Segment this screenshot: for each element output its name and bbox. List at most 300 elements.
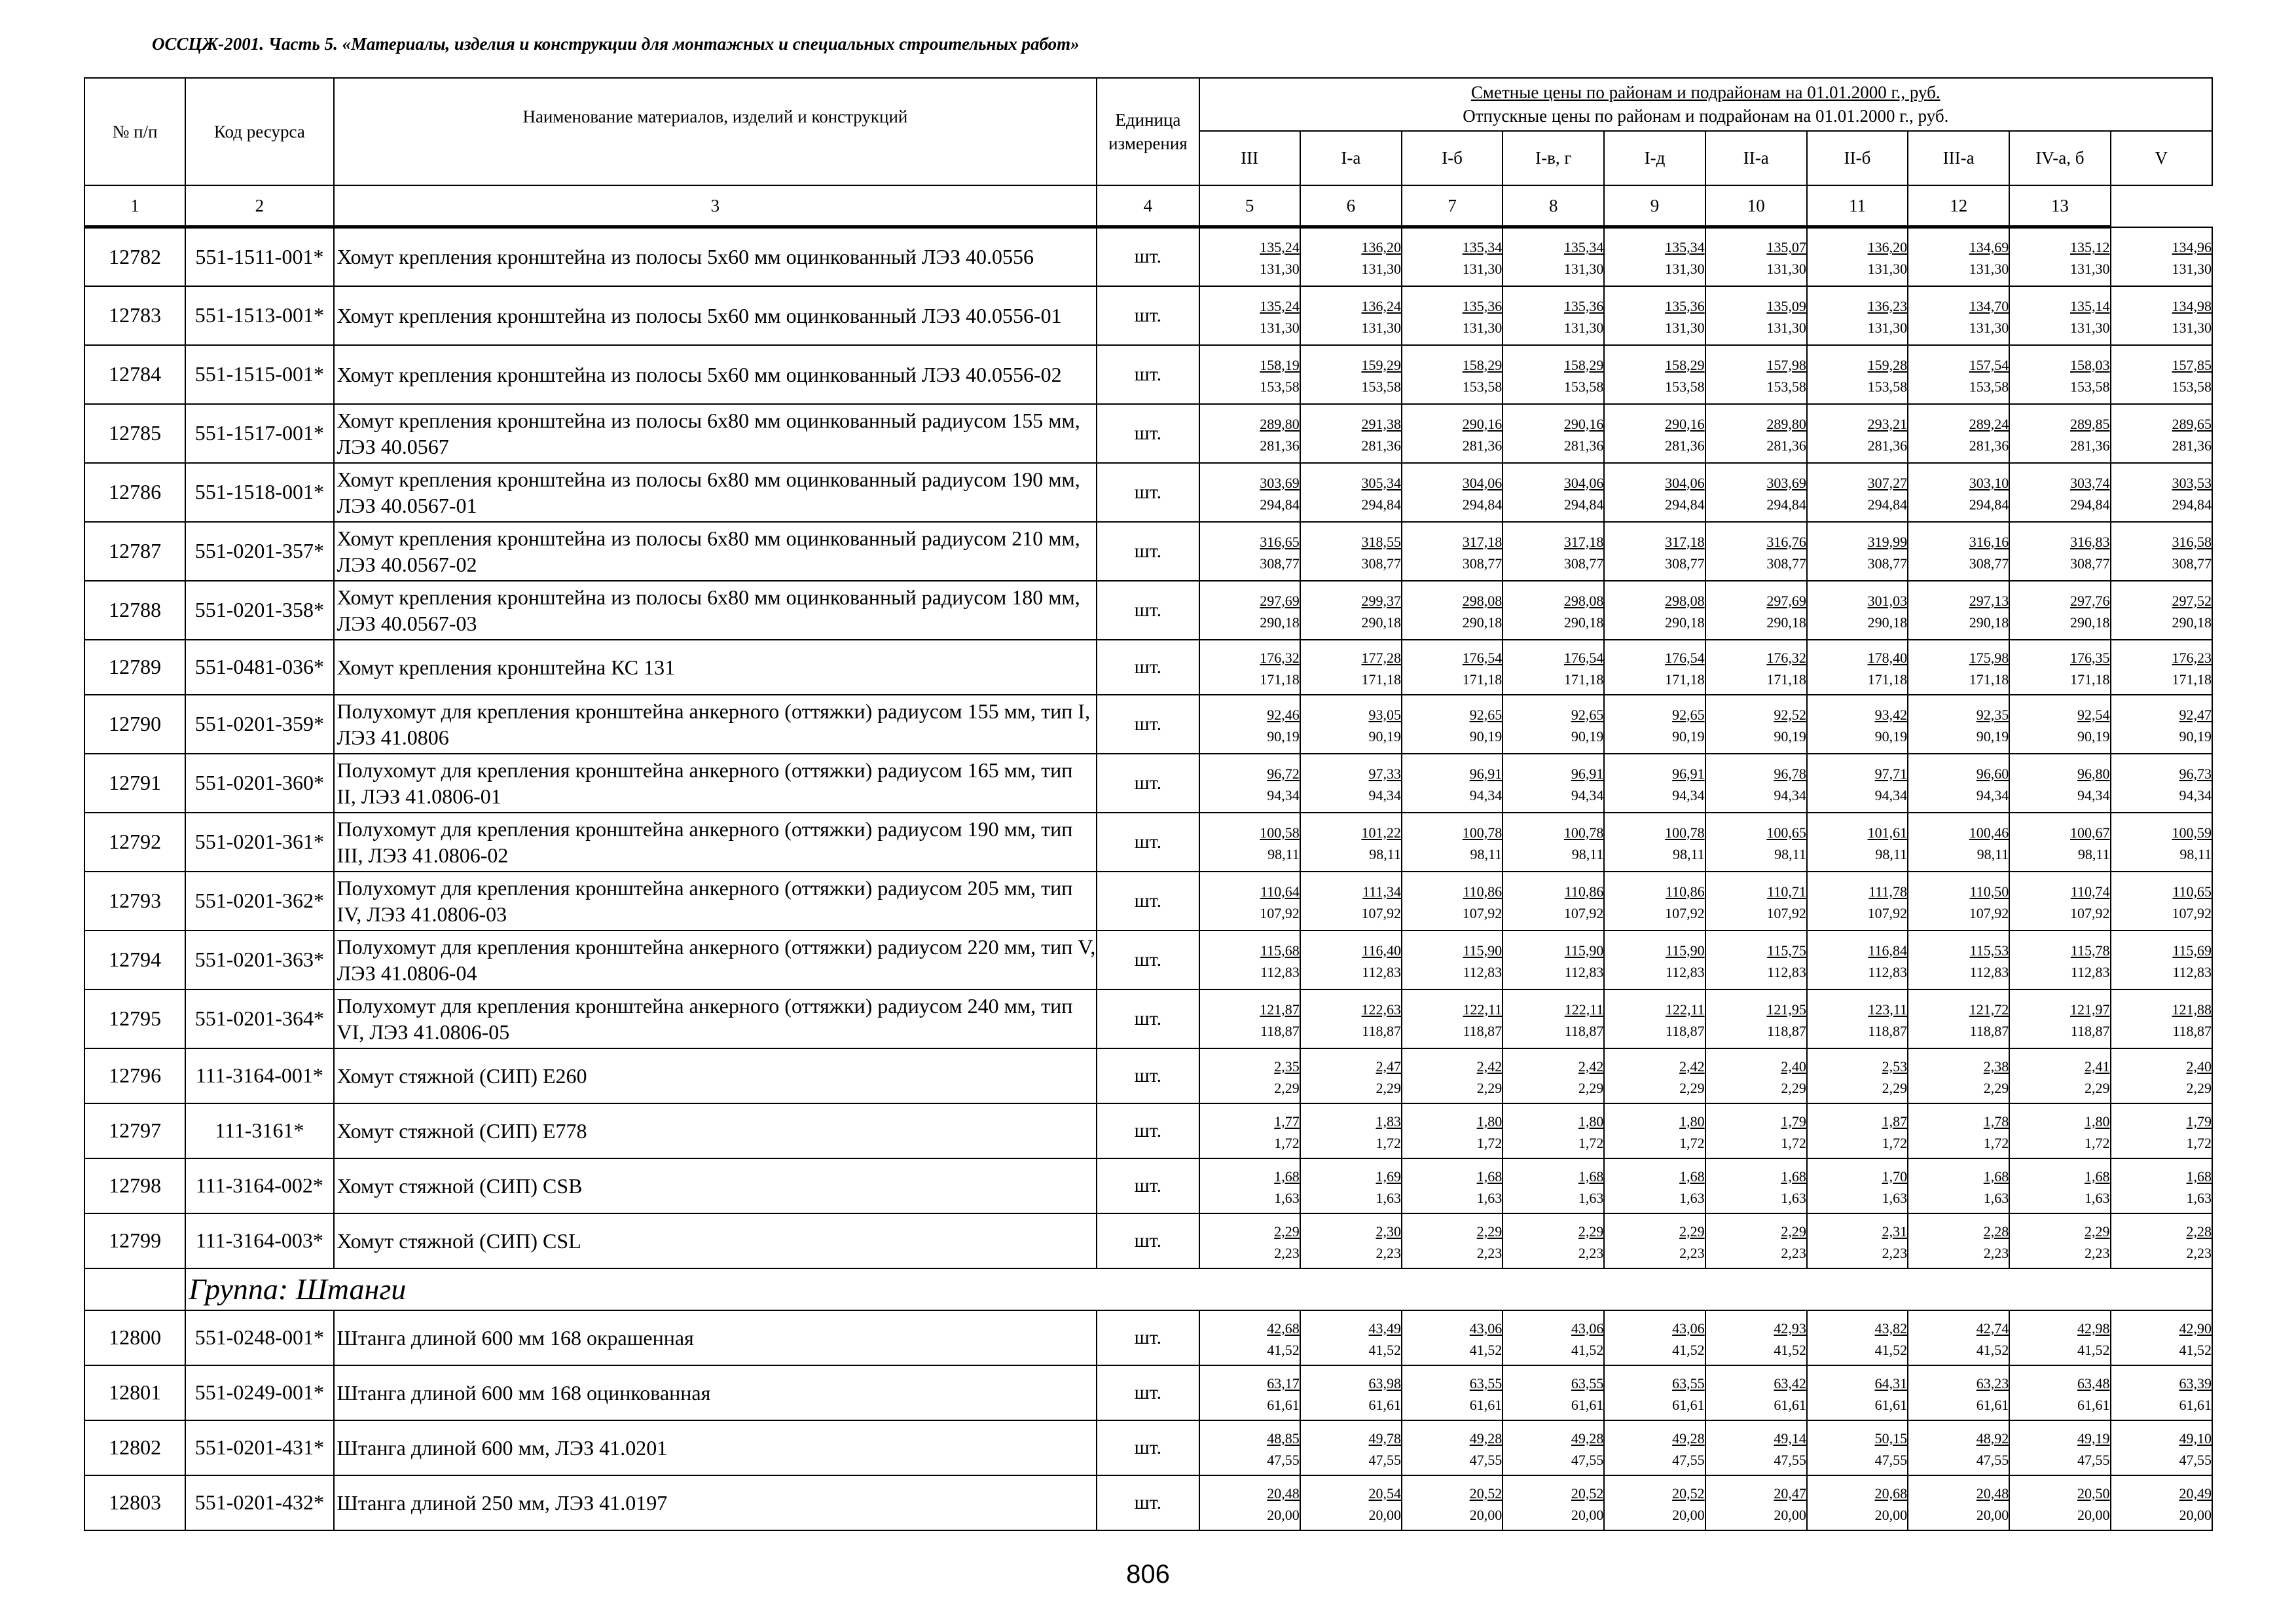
release-price: 112,83 [1463, 963, 1503, 980]
table-row [84, 1475, 2212, 1530]
table-row [84, 404, 2212, 463]
estimate-price: 63,39 [2179, 1375, 2212, 1392]
estimate-price: 135,24 [1260, 297, 1300, 314]
unit-of-measure: шт. [1097, 640, 1199, 695]
estimate-price: 2,42 [1476, 1058, 1503, 1075]
release-price: 1,63 [1376, 1189, 1401, 1206]
estimate-price: 115,68 [1260, 942, 1300, 959]
release-price: 1,63 [1578, 1189, 1604, 1206]
price-cell [1604, 522, 1705, 581]
price-cell [1705, 931, 1807, 989]
item-name: Хомут крепления кронштейна из полосы 6х80 мм оцинкованный радиусом 210 мм, ЛЭЗ 40.0567-02 [334, 522, 1097, 581]
release-price: 61,61 [1469, 1396, 1503, 1413]
price-cell [1503, 989, 1604, 1048]
estimate-price: 2,28 [2186, 1223, 2212, 1240]
price-cell [1300, 1103, 1402, 1158]
release-price: 107,92 [1462, 904, 1503, 921]
estimate-price: 92,46 [1267, 706, 1300, 723]
price-cell [1807, 989, 1908, 1048]
price-cell [2009, 522, 2110, 581]
release-price: 47,55 [1267, 1451, 1300, 1468]
estimate-price: 1,79 [1781, 1113, 1806, 1130]
price-cell [1807, 522, 1908, 581]
estimate-price: 101,61 [1867, 824, 1908, 841]
item-name: Хомут стяжной (СИП) CSL [334, 1213, 1097, 1268]
release-price: 2,29 [2186, 1079, 2212, 1096]
release-price: 2,23 [2085, 1244, 2110, 1261]
estimate-price: 289,85 [2070, 415, 2110, 432]
price-cell [1705, 227, 1807, 286]
price-cell [1402, 286, 1503, 345]
price-cell [1705, 640, 1807, 695]
table-row [84, 754, 2212, 813]
price-cell [1402, 872, 1503, 931]
estimate-price: 43,06 [1672, 1320, 1705, 1337]
price-cell [1908, 813, 2009, 872]
price-cell [1199, 813, 1300, 872]
release-price: 118,87 [1564, 1022, 1604, 1039]
estimate-price: 1,80 [2085, 1113, 2110, 1130]
release-price: 294,84 [1260, 496, 1300, 513]
estimate-price: 115,78 [2070, 942, 2110, 959]
release-price: 294,84 [1361, 496, 1401, 513]
estimate-price: 298,08 [1462, 592, 1503, 609]
price-cell [1300, 1475, 1402, 1530]
estimate-price: 298,08 [1563, 592, 1604, 609]
estimate-price: 122,11 [1463, 1001, 1503, 1018]
price-cell [1705, 345, 1807, 404]
release-price: 118,87 [1362, 1022, 1401, 1039]
estimate-price: 307,27 [1867, 474, 1908, 491]
release-price: 153,58 [1969, 378, 2009, 395]
estimate-price: 136,23 [1867, 297, 1908, 314]
release-price: 131,30 [2070, 261, 2110, 278]
price-cell [2009, 1365, 2110, 1420]
estimate-price: 158,29 [1462, 356, 1503, 373]
col-header-region: I-в, г [1503, 131, 1604, 185]
table-row [84, 1158, 2212, 1213]
unit-of-measure: шт. [1097, 1475, 1199, 1530]
estimate-price: 63,17 [1267, 1375, 1300, 1392]
release-price: 1,72 [2085, 1134, 2110, 1151]
unit-of-measure: шт. [1097, 813, 1199, 872]
col-index: 13 [2009, 185, 2110, 227]
estimate-price: 176,35 [2070, 649, 2110, 666]
price-cell [1503, 931, 1604, 989]
estimate-price: 64,31 [1874, 1375, 1908, 1392]
col-index: 1 [84, 185, 185, 227]
price-cell [2009, 695, 2110, 754]
group-empty-cell [84, 1268, 185, 1310]
unit-of-measure: шт. [1097, 404, 1199, 463]
estimate-price: 121,72 [1969, 1001, 2009, 1018]
release-price: 1,63 [1476, 1189, 1503, 1206]
release-price: 98,11 [1267, 845, 1300, 862]
price-cell [1807, 345, 1908, 404]
estimate-price: 2,35 [1274, 1058, 1300, 1075]
estimate-price: 1,70 [1882, 1168, 1908, 1185]
table-row [84, 872, 2212, 931]
release-price: 20,00 [1774, 1506, 1806, 1523]
col-header-region: I-б [1402, 131, 1503, 185]
row-number: 12784 [84, 345, 185, 404]
price-cell [1199, 227, 1300, 286]
price-cell [1908, 931, 2009, 989]
price-cell [1705, 1310, 1807, 1365]
release-price: 2,29 [1781, 1079, 1806, 1096]
row-number: 12793 [84, 872, 185, 931]
price-cell [1807, 695, 1908, 754]
resource-code: 111-3161* [185, 1103, 333, 1158]
estimate-price: 97,71 [1874, 765, 1908, 782]
estimate-price: 1,68 [1274, 1168, 1300, 1185]
release-price: 171,18 [1969, 671, 2009, 688]
table-row [84, 1310, 2212, 1365]
estimate-price: 134,96 [2172, 238, 2212, 255]
estimate-price: 122,11 [1665, 1001, 1705, 1018]
release-price: 90,19 [1267, 728, 1300, 745]
release-price: 61,61 [1368, 1396, 1401, 1413]
estimate-price: 93,05 [1368, 706, 1401, 723]
release-price: 2,23 [1781, 1244, 1806, 1261]
item-name: Хомут крепления кронштейна из полосы 5х60 мм оцинкованный ЛЭЗ 40.0556 [334, 227, 1097, 286]
unit-of-measure: шт. [1097, 754, 1199, 813]
release-price: 1,72 [1376, 1134, 1401, 1151]
resource-code: 551-0201-357* [185, 522, 333, 581]
price-cell [1604, 1475, 1705, 1530]
release-price: 94,34 [2077, 786, 2110, 803]
release-price: 281,36 [1361, 437, 1401, 454]
release-price: 281,36 [1665, 437, 1705, 454]
estimate-price: 316,16 [1969, 533, 2009, 550]
estimate-price: 115,90 [1564, 942, 1604, 959]
row-number: 12789 [84, 640, 185, 695]
estimate-price: 20,50 [2077, 1485, 2110, 1502]
release-price: 131,30 [1462, 261, 1503, 278]
price-cell [1503, 754, 1604, 813]
resource-code: 551-0201-363* [185, 931, 333, 989]
table-row [84, 345, 2212, 404]
table-row [84, 813, 2212, 872]
estimate-price: 49,78 [1368, 1430, 1401, 1447]
price-cell [1908, 522, 2009, 581]
estimate-price: 63,98 [1368, 1375, 1401, 1392]
release-price: 94,34 [1774, 786, 1806, 803]
release-price: 98,11 [1369, 845, 1401, 862]
group-title: Группа: Штанги [185, 1268, 2212, 1310]
price-cell [1705, 989, 1807, 1048]
release-price: 112,83 [1260, 963, 1300, 980]
release-price: 112,83 [1767, 963, 1806, 980]
release-price: 94,34 [1469, 786, 1503, 803]
release-price: 41,52 [1874, 1341, 1908, 1358]
estimate-price: 157,54 [1969, 356, 2009, 373]
estimate-price: 97,33 [1368, 765, 1401, 782]
resource-code: 551-1513-001* [185, 286, 333, 345]
release-price: 61,61 [1774, 1396, 1806, 1413]
estimate-price: 2,38 [1983, 1058, 2009, 1075]
estimate-price: 1,68 [1679, 1168, 1705, 1185]
estimate-price: 2,40 [1781, 1058, 1806, 1075]
price-cell [2111, 931, 2213, 989]
estimate-price: 2,29 [1476, 1223, 1503, 1240]
release-price: 61,61 [2179, 1396, 2212, 1413]
price-cell [1199, 1475, 1300, 1530]
release-price: 90,19 [1672, 728, 1705, 745]
release-price: 98,11 [2077, 845, 2110, 862]
estimate-price: 2,41 [2085, 1058, 2110, 1075]
estimate-price: 110,86 [1665, 883, 1705, 900]
release-price: 281,36 [1969, 437, 2009, 454]
estimate-price: 121,97 [2070, 1001, 2110, 1018]
price-cell [2111, 1475, 2213, 1530]
estimate-price: 135,36 [1665, 297, 1705, 314]
release-price: 294,84 [2172, 496, 2212, 513]
prices-release-label: Отпускные цены по районам и подрайонам на 01.01.2000 г., руб. [1463, 106, 1949, 126]
price-cell [2111, 640, 2213, 695]
estimate-price: 158,19 [1260, 356, 1300, 373]
price-cell [2111, 989, 2213, 1048]
table-row [84, 1048, 2212, 1103]
estimate-price: 134,69 [1969, 239, 2009, 256]
estimate-price: 290,16 [1563, 415, 1604, 432]
estimate-price: 304,06 [1665, 474, 1705, 491]
unit-of-measure: шт. [1097, 931, 1199, 989]
price-cell [1807, 872, 1908, 931]
release-price: 107,92 [2172, 904, 2212, 921]
unit-of-measure: шт. [1097, 695, 1199, 754]
release-price: 41,52 [1672, 1341, 1705, 1358]
estimate-price: 298,08 [1665, 592, 1705, 609]
release-price: 94,34 [1571, 786, 1604, 803]
row-number: 12782 [84, 227, 185, 286]
estimate-price: 110,74 [2070, 883, 2110, 900]
release-price: 1,72 [2186, 1134, 2212, 1151]
price-cell [1300, 1365, 1402, 1420]
release-price: 98,11 [2179, 845, 2212, 862]
release-price: 131,30 [1969, 319, 2009, 336]
price-cell [1908, 1420, 2009, 1475]
col-index: 7 [1402, 185, 1503, 227]
estimate-price: 176,54 [1665, 649, 1705, 666]
release-price: 112,83 [2172, 963, 2212, 980]
unit-of-measure: шт. [1097, 345, 1199, 404]
resource-code: 551-0481-036* [185, 640, 333, 695]
price-cell [1908, 286, 2009, 345]
estimate-price: 297,76 [2070, 592, 2110, 609]
release-price: 308,77 [1766, 555, 1806, 572]
price-cell [1503, 463, 1604, 522]
price-cell [1199, 1365, 1300, 1420]
item-name: Хомут стяжной (СИП) CSB [334, 1158, 1097, 1213]
table-body [84, 227, 2212, 1530]
price-cell [1908, 404, 2009, 463]
col-index: 6 [1300, 185, 1402, 227]
table-row [84, 463, 2212, 522]
estimate-price: 289,80 [1766, 415, 1806, 432]
release-price: 131,30 [1563, 319, 1604, 336]
unit-of-measure: шт. [1097, 1048, 1199, 1103]
price-cell [1402, 1475, 1503, 1530]
release-price: 290,18 [1462, 614, 1503, 631]
price-cell [2009, 227, 2110, 286]
price-cell [2009, 872, 2110, 931]
col-header-region: III-а [1908, 131, 2009, 185]
item-name: Хомут крепления кронштейна из полосы 6х80 мм оцинкованный радиусом 180 мм, ЛЭЗ 40.0567-03 [334, 581, 1097, 640]
row-number: 12800 [84, 1310, 185, 1365]
estimate-price: 290,16 [1665, 415, 1705, 432]
estimate-price: 157,85 [2172, 356, 2212, 373]
release-price: 61,61 [1267, 1396, 1300, 1413]
release-price: 61,61 [1672, 1396, 1705, 1413]
release-price: 1,63 [1882, 1189, 1908, 1206]
estimate-price: 136,24 [1361, 297, 1401, 314]
col-header-name: Наименование материалов, изделий и конструкций [334, 78, 1097, 185]
estimate-price: 297,13 [1969, 592, 2009, 609]
estimate-price: 158,03 [2070, 356, 2110, 373]
price-cell [2009, 1213, 2110, 1268]
estimate-price: 20,49 [2179, 1485, 2212, 1502]
estimate-price: 134,70 [1969, 297, 2009, 314]
price-cell [2111, 463, 2213, 522]
release-price: 131,30 [1867, 319, 1908, 336]
price-cell [2111, 1420, 2213, 1475]
estimate-price: 177,28 [1361, 649, 1401, 666]
price-cell [1300, 286, 1402, 345]
estimate-price: 319,99 [1867, 533, 1908, 550]
release-price: 20,00 [2179, 1506, 2212, 1523]
row-number: 12797 [84, 1103, 185, 1158]
price-cell [1604, 931, 1705, 989]
estimate-price: 291,38 [1361, 415, 1401, 432]
unit-of-measure: шт. [1097, 989, 1199, 1048]
release-price: 47,55 [1874, 1451, 1908, 1468]
release-price: 41,52 [2179, 1341, 2212, 1358]
release-price: 2,29 [1274, 1079, 1300, 1096]
table-row [84, 1213, 2212, 1268]
estimate-price: 2,40 [2186, 1058, 2212, 1075]
estimate-price: 304,06 [1563, 474, 1604, 491]
estimate-price: 1,80 [1578, 1113, 1604, 1130]
release-price: 308,77 [1361, 555, 1401, 572]
price-cell [1503, 1103, 1604, 1158]
release-price: 20,00 [1672, 1506, 1705, 1523]
release-price: 94,34 [1267, 786, 1300, 803]
estimate-price: 135,14 [2070, 297, 2110, 314]
estimate-price: 1,83 [1376, 1113, 1401, 1130]
col-index: 12 [1908, 185, 2009, 227]
release-price: 41,52 [1571, 1341, 1604, 1358]
table-row [84, 522, 2212, 581]
release-price: 107,92 [1867, 904, 1908, 921]
estimate-price: 293,21 [1867, 415, 1908, 432]
price-cell [2009, 989, 2110, 1048]
estimate-price: 42,90 [2179, 1320, 2212, 1337]
price-cell [1807, 1310, 1908, 1365]
release-price: 1,63 [1679, 1189, 1705, 1206]
estimate-price: 101,22 [1361, 824, 1401, 841]
resource-code: 551-1517-001* [185, 404, 333, 463]
release-price: 118,87 [2172, 1022, 2212, 1039]
price-cell [1908, 640, 2009, 695]
price-cell [1503, 1365, 1604, 1420]
release-price: 20,00 [1469, 1506, 1503, 1523]
estimate-price: 1,79 [2186, 1113, 2212, 1130]
release-price: 290,18 [2172, 614, 2212, 631]
price-cell [1604, 1048, 1705, 1103]
estimate-price: 42,98 [2077, 1320, 2110, 1337]
item-name: Полухомут для крепления кронштейна анкерного (оттяжки) радиусом 220 мм, тип V, ЛЭЗ 41.0806-04 [334, 931, 1097, 989]
estimate-price: 2,42 [1578, 1058, 1604, 1075]
price-cell [2111, 286, 2213, 345]
price-cell [1604, 286, 1705, 345]
estimate-price: 49,14 [1774, 1430, 1806, 1447]
estimate-price: 110,64 [1260, 883, 1300, 900]
resource-code: 551-0201-361* [185, 813, 333, 872]
unit-of-measure: шт. [1097, 1310, 1199, 1365]
release-price: 131,30 [1766, 261, 1806, 278]
release-price: 41,52 [2077, 1341, 2110, 1358]
release-price: 2,23 [1376, 1244, 1401, 1261]
release-price: 1,72 [1476, 1134, 1503, 1151]
row-number: 12799 [84, 1213, 185, 1268]
price-cell [1199, 695, 1300, 754]
price-cell [1705, 1048, 1807, 1103]
row-number: 12802 [84, 1420, 185, 1475]
estimate-price: 20,52 [1571, 1485, 1604, 1502]
col-index: 2 [185, 185, 333, 227]
table-row [84, 989, 2212, 1048]
estimate-price: 2,28 [1983, 1223, 2009, 1240]
row-number: 12788 [84, 581, 185, 640]
release-price: 171,18 [2070, 671, 2110, 688]
release-price: 281,36 [1867, 437, 1908, 454]
estimate-price: 158,29 [1665, 356, 1705, 373]
price-cell [1300, 1310, 1402, 1365]
price-cell [1705, 1213, 1807, 1268]
row-number: 12796 [84, 1048, 185, 1103]
estimate-price: 2,47 [1376, 1058, 1401, 1075]
price-cell [1604, 695, 1705, 754]
release-price: 308,77 [2172, 555, 2212, 572]
row-number: 12790 [84, 695, 185, 754]
release-price: 98,11 [1470, 845, 1503, 862]
price-cell [1503, 345, 1604, 404]
estimate-price: 2,29 [1274, 1223, 1300, 1240]
resource-code: 551-0201-432* [185, 1475, 333, 1530]
row-number: 12801 [84, 1365, 185, 1420]
estimate-price: 316,65 [1260, 533, 1300, 550]
release-price: 131,30 [2070, 319, 2110, 336]
estimate-price: 20,47 [1774, 1485, 1806, 1502]
estimate-price: 289,65 [2172, 415, 2212, 432]
price-cell [1199, 522, 1300, 581]
price-cell [1402, 1310, 1503, 1365]
release-price: 308,77 [1969, 555, 2009, 572]
estimate-price: 20,52 [1469, 1485, 1503, 1502]
price-cell [1199, 1048, 1300, 1103]
estimate-price: 110,86 [1463, 883, 1503, 900]
item-name: Штанга длиной 250 мм, ЛЭЗ 41.0197 [334, 1475, 1097, 1530]
release-price: 131,30 [1260, 319, 1300, 336]
release-price: 294,84 [1665, 496, 1705, 513]
estimate-price: 316,76 [1766, 533, 1806, 550]
release-price: 41,52 [1267, 1341, 1300, 1358]
price-cell [1503, 695, 1604, 754]
release-price: 41,52 [1469, 1341, 1503, 1358]
col-header-unit: Единица измерения [1097, 78, 1199, 185]
resource-code: 551-0249-001* [185, 1365, 333, 1420]
